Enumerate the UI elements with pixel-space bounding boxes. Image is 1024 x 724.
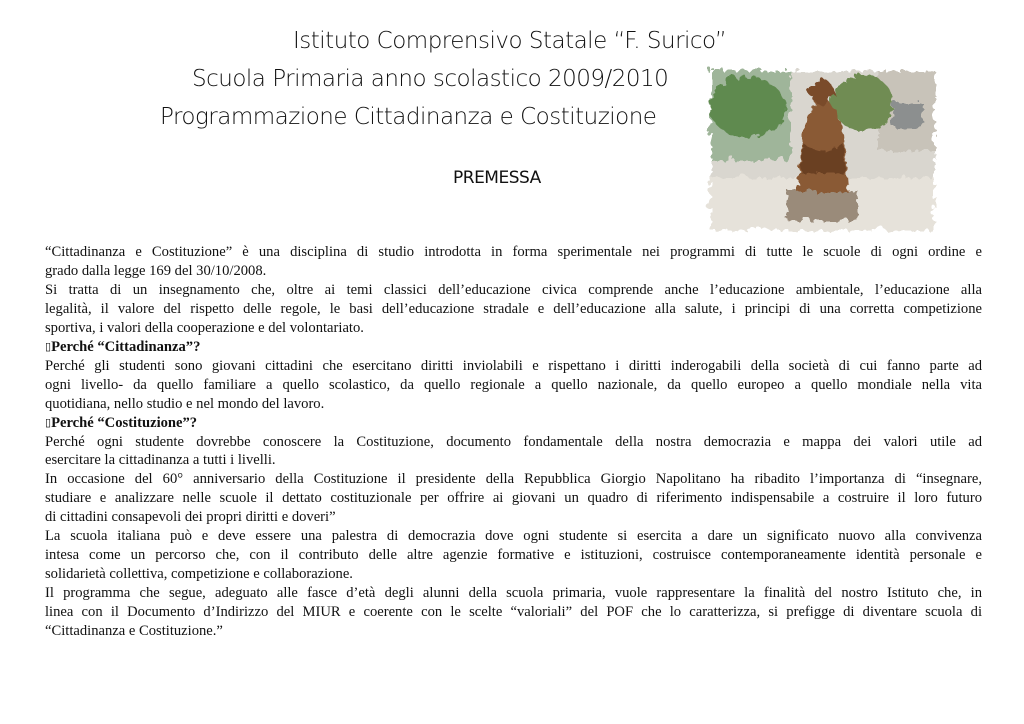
text-line: linea con il Documento d’Indirizzo del MIUR e coerente con le scelte “valoriali” del POF che lo caratterizza, si prefigge di diventare scuola di <box>45 604 982 621</box>
paragraph-scuola <box>45 527 982 584</box>
school-title: Istituto Comprensivo Statale “F. Surico” <box>293 28 727 54</box>
text-line: Perché ogni studente dovrebbe conoscere la Costituzione, documento fondamentale della nostra democrazia e mappa dei valori utile ad <box>45 433 982 450</box>
text-line: legalità, il valore del rispetto delle regole, le basi dell’educazione stradale e dell’educazione alla salute, i principi di una corretta competizione <box>45 300 982 317</box>
text-line: La scuola italiana può e deve essere una palestra di democrazia dove ogni studente si esercita a dare un significato nuovo alla convivenza <box>45 528 982 545</box>
paragraph-anniversario <box>45 470 982 527</box>
text-line: studiare e analizzare nelle scuole il dettato costituzionale per offrire ai giovani un quadro di riferimento indispensabile a costruire il loro futuro <box>45 490 982 507</box>
text-line: “Cittadinanza e Costituzione.” <box>45 623 223 640</box>
text-line: “Cittadinanza e Costituzione” è una disciplina di studio introdotta in forma sperimentale nei programmi di tutte le scuole di ogni ordine e <box>45 244 982 260</box>
text-line: esercitare la cittadinanza a tutti i livelli. <box>45 452 276 469</box>
text-line: grado dalla legge 169 del 30/10/2008. <box>45 262 267 279</box>
heading-text: Perché “Cittadinanza”? <box>51 338 201 355</box>
bullet-icon: ▯ <box>45 416 52 429</box>
text-line: In occasione del 60° anniversario della Costituzione il presidente della Repubblica Giorgio Napolitano ha ribadito l’importanza di “insegnare, <box>45 471 982 488</box>
bullet-icon: ▯ <box>45 340 52 353</box>
program-title: Programmazione Cittadinanza e Costituzione <box>160 104 657 130</box>
heading-text: Perché “Costituzione”? <box>51 414 198 431</box>
text-line: intesa come un percorso che, con il contributo delle altre agenzie formative e istituzioni, costruisce contemporaneamente identità personale e <box>45 547 982 564</box>
text-line: Il programma che segue, adeguato alle fasce d’età degli alunni della scuola primaria, vuole rappresentare la finalità del nostro Istituto che, in <box>45 585 982 602</box>
heading-cittadinanza <box>45 338 982 357</box>
text-line: ogni livello- da quello familiare a quello scolastico, da quello regionale a quello nazionale, da quello europeo a quello mondiale nella vita <box>45 376 982 393</box>
heading-costituzione <box>45 414 982 433</box>
statue-photo <box>700 60 940 236</box>
text-line: sportiva, i valori della cooperazione e del volontariato. <box>45 319 364 336</box>
text-line: di cittadini consapevoli dei propri diritti e doveri” <box>45 509 336 526</box>
paragraph-costituzione <box>45 433 982 471</box>
paragraph-cittadinanza <box>45 357 982 414</box>
text-line: Si tratta di un insegnamento che, oltre ai temi classici dell’educazione civica comprende anche l’educazione ambientale, l’educazione alla <box>45 281 982 298</box>
paragraph-programma <box>45 584 982 641</box>
school-year-title: Scuola Primaria anno scolastico 2009/2010 <box>192 66 669 92</box>
paragraph-description <box>45 281 982 338</box>
paragraph-intro <box>45 243 982 281</box>
text-line: Perché gli studenti sono giovani cittadini che esercitano diritti inviolabili e rispettano i diritti inderogabili della società di cui fanno parte ad <box>45 357 982 374</box>
text-line: solidarietà collettiva, competizione e collaborazione. <box>45 566 353 583</box>
text-line: quotidiana, nello studio e nel mondo del lavoro. <box>45 395 325 412</box>
section-heading: PREMESSA <box>453 168 541 188</box>
document-body <box>45 243 982 641</box>
